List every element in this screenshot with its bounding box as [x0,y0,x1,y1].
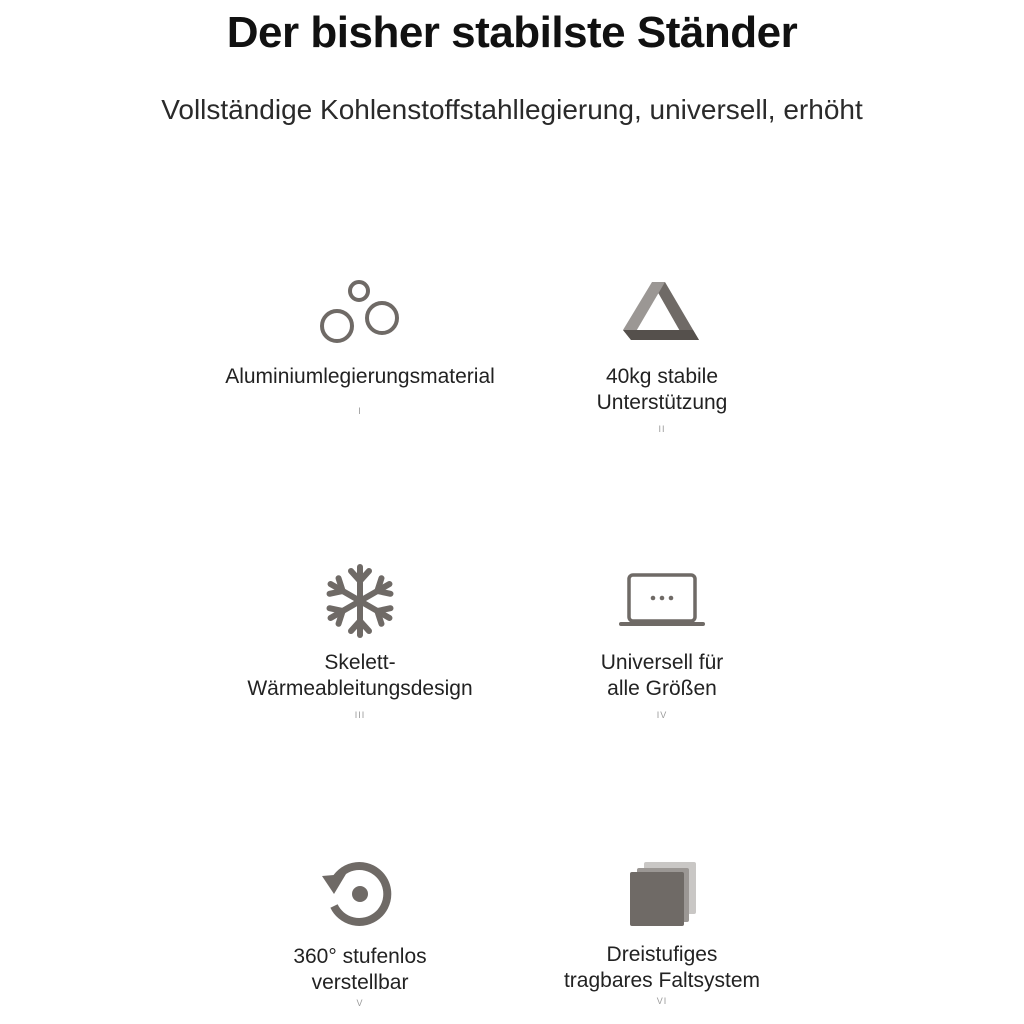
feature-numeral: VI [656,996,668,1006]
stacked-squares-icon [622,860,702,930]
feature-folding-system [482,860,842,1006]
feature-numeral: V [356,998,364,1008]
snowflake-icon [320,562,400,640]
feature-label: 360° stufenlos verstellbar [293,945,427,994]
feature-numeral: III [354,710,366,720]
page-title: Der bisher stabilste Ständer [226,8,798,57]
page-subtitle: Vollständige Kohlenstoffstahllegierung, universell, erhöht [161,94,863,125]
circles-icon [315,276,405,346]
feature-label: Universell für alle Größen [600,651,724,700]
laptop-icon [617,570,707,632]
feature-numeral: IV [656,710,668,720]
feature-numeral: II [658,424,666,434]
feature-numeral: I [358,406,362,416]
feature-universal [482,570,842,720]
rotate-icon [320,858,400,930]
feature-label: Aluminiumlegierungsmaterial [225,365,495,388]
feature-stable-support [482,276,842,434]
penrose-triangle-icon [617,276,707,346]
feature-label: 40kg stabile Unterstützung [596,365,728,414]
feature-label: Skelett- Wärmeableitungsdesign [247,651,473,700]
feature-label: Dreistufiges tragbares Faltsystem [563,943,761,992]
